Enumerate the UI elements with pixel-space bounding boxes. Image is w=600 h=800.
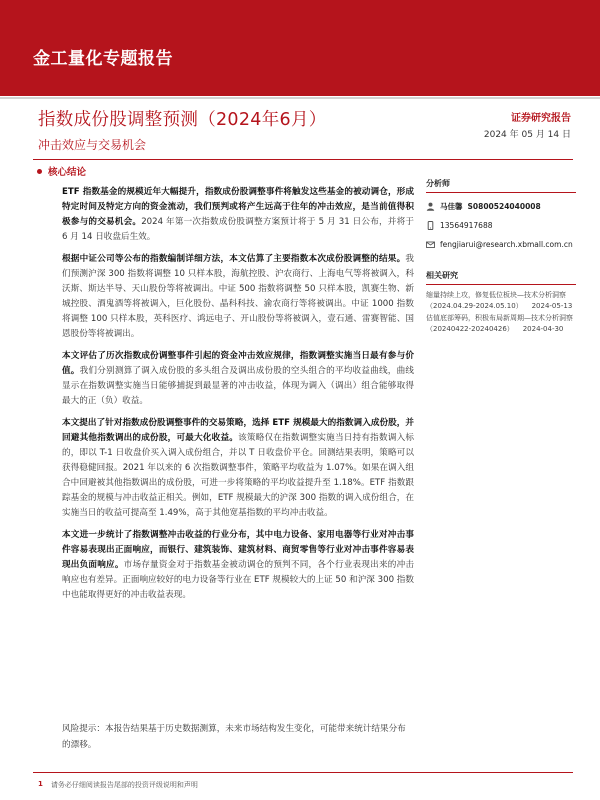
paragraph-lead: 本文评估了历次指数成份调整事件引起的资金冲击效应规律，指数调整实施当日最有参与价值。 (62, 350, 414, 377)
title-divider (33, 159, 573, 160)
person-icon (426, 202, 435, 211)
paragraph (62, 528, 414, 603)
sidebar (426, 178, 576, 335)
paragraph-body: 市场存量资金对于指数基金被动调仓的预判不同，各个行业表现出来的冲击响应也有差异。正面响应较好的电力设备等行业在 ETF 规模较大的上证 50 和沪深 300 指数中也能取得更好的冲击收益表现。 (62, 560, 414, 601)
stripe-red (0, 94, 600, 96)
footer-disclaimer: 请务必仔细阅读报告尾部的投资评级说明和声明 (50, 781, 198, 789)
paragraph-lead: ETF 指数基金的规模近年大幅提升，指数成份股调整事件将触发这些基金的被动调仓，形成特定时间及特定方向的资金流动，我们预判或将产生远高于往年的冲击效应，是当前值得积极参与的交易机会。 (62, 187, 414, 228)
banner-stripes (0, 94, 600, 99)
related-heading: 相关研究 (426, 270, 576, 285)
paragraph (62, 252, 414, 343)
related-report-dates (426, 324, 576, 335)
related-report-title[interactable]: 缩量持续上攻，修复低位板块—技术分析洞察 (426, 291, 566, 299)
paragraph-lead: 根据中证公司等公布的指数编制详细方法，本文估算了主要指数本次成份股调整的结果。 (62, 253, 406, 264)
paragraph-lead: 本文进一步统计了指数调整冲击收益的行业分布，其中电力设备、家用电器等行业对冲击事件容易表现出正面响应，而银行、建筑装饰、建筑材料、商贸零售等行业对冲击事件容易表现出负面响应。 (62, 529, 414, 571)
main-column (62, 185, 414, 610)
paragraph (62, 185, 414, 245)
paragraph (62, 349, 414, 409)
paragraph-body: 该策略仅在指数调整实施当日持有指数调入标的，即以 T-1 日收盘价买入调入成份组合，并以 T 日收盘价平仓。回测结果表明，策略可以获得稳健回报。2021 年以来的 6 次指数调整事件，策略平均收益为 1.07%。如果在调入组合中回避被其他指数调出的成份股，可进一步将策略的平均收益提升至 1.18%。ETF 指数跟踪基金的规模与冲击收益正相关。例如，ETF 规模最大的沪深 300 指数的调入成份组合，在实施当日的收益可提高至 1.49%，高于其他宽基指数的平均冲击收益。 (62, 432, 414, 519)
footer (38, 780, 198, 790)
section-label: 核心结论 (48, 167, 87, 178)
analyst-phone: 13564917688 (440, 221, 493, 230)
report-date: 2024 年 05 月 14 日 (483, 130, 571, 140)
related-report-dates (426, 301, 576, 312)
paragraph (62, 416, 414, 522)
report-title: 指数成份股调整预测（2024年6月） (38, 110, 327, 130)
analyst-email[interactable]: fengjiarui@research.xbmall.com.cn (440, 240, 573, 249)
paragraph-body: 我们预测沪深 300 指数将调整 10 只样本股，海航控股、沪农商行、上海电气等将被调入，科沃斯、斯达半导、天山股份等将被调出。中证 500 指数将调整 50 只样本股，凯赛生物、新城控股、酒鬼酒等将被调入，巨化股份、晶科科技、渝农商行等将被调出。中证 1000 指数将调整 100 只样本股，英科医疗、鸿远电子、开山股份等将被调入，壹石通、雷赛智能、国恩股份等将被调出。 (62, 253, 414, 340)
report-type: 证券研究报告 (511, 113, 571, 124)
phone-icon (426, 221, 435, 230)
related-report-date: 2024-04-30 (522, 324, 564, 333)
related-report-title[interactable]: 估值底部筹码，积极布局新周期—技术分析洞察 (426, 313, 573, 322)
related-list (426, 290, 576, 335)
report-subtitle: 冲击效应与交易机会 (38, 138, 147, 152)
page-number: 1 (38, 780, 43, 788)
paragraph-body: 我们分别测算了调入成份股的多头组合及调出成份股的空头组合的平均收益曲线，曲线显示在指数调整实施当日能够捕捉到最显著的冲击收益，体现为调入（调出）组合能够取得最大的正（负）收益。 (62, 366, 414, 407)
banner-title: 金工量化专题报告 (33, 49, 173, 69)
analyst-name-row (426, 201, 576, 212)
analyst-phone-row (426, 220, 576, 231)
paragraph-lead: 本文提出了针对指数成份股调整事件的交易策略，选择 ETF 规模最大的指数调入成份股，并回避其他指数调出的成份股，可最大化收益。 (62, 417, 414, 443)
bullet-icon (37, 169, 42, 174)
related-report-date: 2024-05-13 (531, 302, 573, 311)
paragraph-body: 2024 年第一次指数成份股调整方案预计将于 5 月 31 日公布，并将于 6 月 14 日收盘后生效。 (62, 217, 414, 243)
stripe-gray (0, 97, 600, 99)
analyst-license: S0800524040008 (467, 202, 541, 211)
related-report-range: （2024.04.29-2024.05.10） (426, 302, 523, 311)
risk-warning: 风险提示：本报告结果基于历史数据测算，未来市场结构发生变化，可能带来统计结果分布的漂移。 (62, 724, 406, 750)
analyst-name: 马佳馨 (440, 202, 463, 211)
section-heading (37, 164, 86, 178)
analyst-email-row (426, 239, 576, 250)
header-banner (0, 0, 600, 94)
footer-divider (33, 772, 573, 773)
related-report-range: （20240422-20240426） (426, 324, 514, 333)
mail-icon (426, 240, 435, 249)
analyst-heading: 分析师 (426, 178, 576, 193)
